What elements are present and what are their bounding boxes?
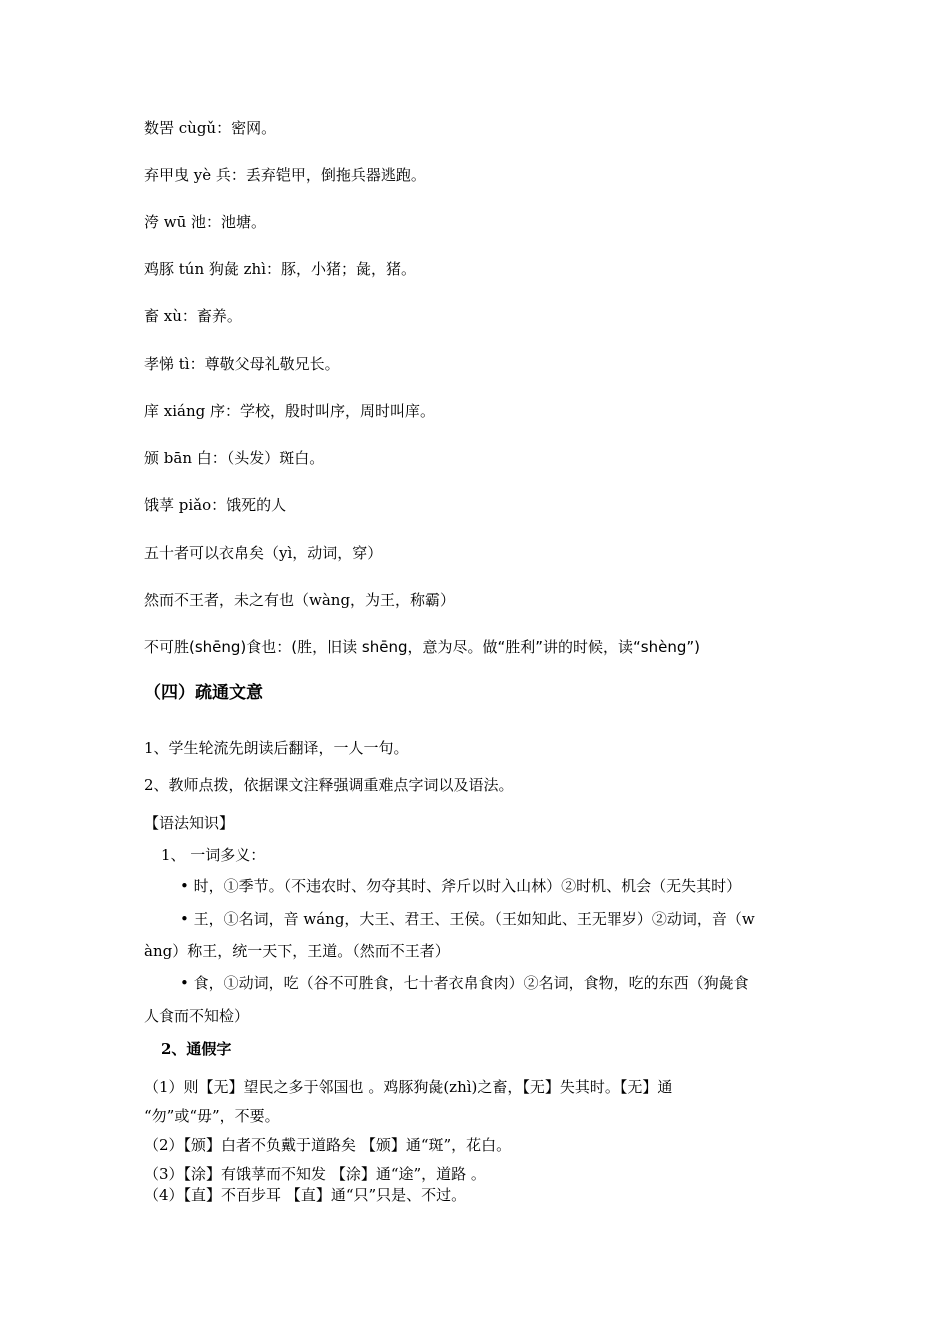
polysemy-wang-1: • 王，①名词，音 wáng，大王、君王、王侯。（王如知此、王无罪岁）②动词，音（w [180, 910, 755, 928]
vocab-item: 不可胜(shēng)食也：(胜，旧读 shēng，意为尽。做“胜利”讲的时候，读“shèng”) [144, 638, 700, 656]
vocab-item: 弃甲曳 yè 兵：丢弃铠甲，倒拖兵器逃跑。 [144, 166, 426, 184]
step-item: 1、学生轮流先朗读后翻译，一人一句。 [144, 739, 409, 757]
vocab-item: 五十者可以衣帛矣（yì，动词，穿） [144, 544, 383, 562]
tongjia-item: （4）【直】不百步耳 【直】通“只”只是、不过。 [144, 1186, 467, 1204]
vocab-item: 庠 xiáng 序：学校，殷时叫序，周时叫庠。 [144, 402, 436, 420]
polysemy-shi: • 时，①季节。（不违农时、勿夺其时、斧斤以时入山林）②时机、机会（无失其时） [180, 877, 742, 895]
tongjia-item: “勿”或“毋”，不要。 [144, 1107, 280, 1125]
vocab-item: 洿 wū 池：池塘。 [144, 213, 267, 231]
tongjia-title: 2、通假字 [161, 1040, 232, 1058]
vocab-item: 饿莩 piǎo：饿死的人 [144, 496, 287, 514]
vocab-item: 畜 xù：畜养。 [144, 307, 242, 325]
step-item: 2、教师点拨，依据课文注释强调重难点字词以及语法。 [144, 776, 514, 794]
grammar-title: 【语法知识】 [144, 814, 235, 832]
vocab-item: 颁 bān 白：（头发）斑白。 [144, 449, 325, 467]
tongjia-item: （1）则【无】望民之多于邻国也 。鸡豚狗彘(zhì)之畜，【无】失其时。【无】通 [144, 1078, 673, 1096]
vocab-item: 孝悌 tì：尊敬父母礼敬兄长。 [144, 355, 340, 373]
tongjia-item: （2）【颁】白者不负戴于道路矣 【颁】通“斑”，花白。 [144, 1136, 512, 1154]
vocab-item: 数罟 cùgǔ：密网。 [144, 119, 277, 137]
vocab-item: 然而不王者，未之有也（wàng，为王，称霸） [144, 591, 456, 609]
polysemy-shi2-1: • 食，①动词，吃（谷不可胜食，七十者衣帛食肉）②名词，食物，吃的东西（狗彘食 [180, 974, 749, 992]
section-heading: （四）疏通文意 [144, 683, 263, 703]
tongjia-item: （3）【涂】有饿莩而不知发 【涂】通“途”，道路 。 [144, 1165, 486, 1183]
polysemy-wang-2: àng）称王，统一天下，王道。（然而不王者） [144, 942, 450, 960]
vocab-item: 鸡豚 tún 狗彘 zhì：豚，小猪；彘，猪。 [144, 260, 417, 278]
polysemy-title: 1、 一词多义： [161, 846, 266, 864]
polysemy-shi2-2: 人食而不知检） [144, 1007, 250, 1025]
